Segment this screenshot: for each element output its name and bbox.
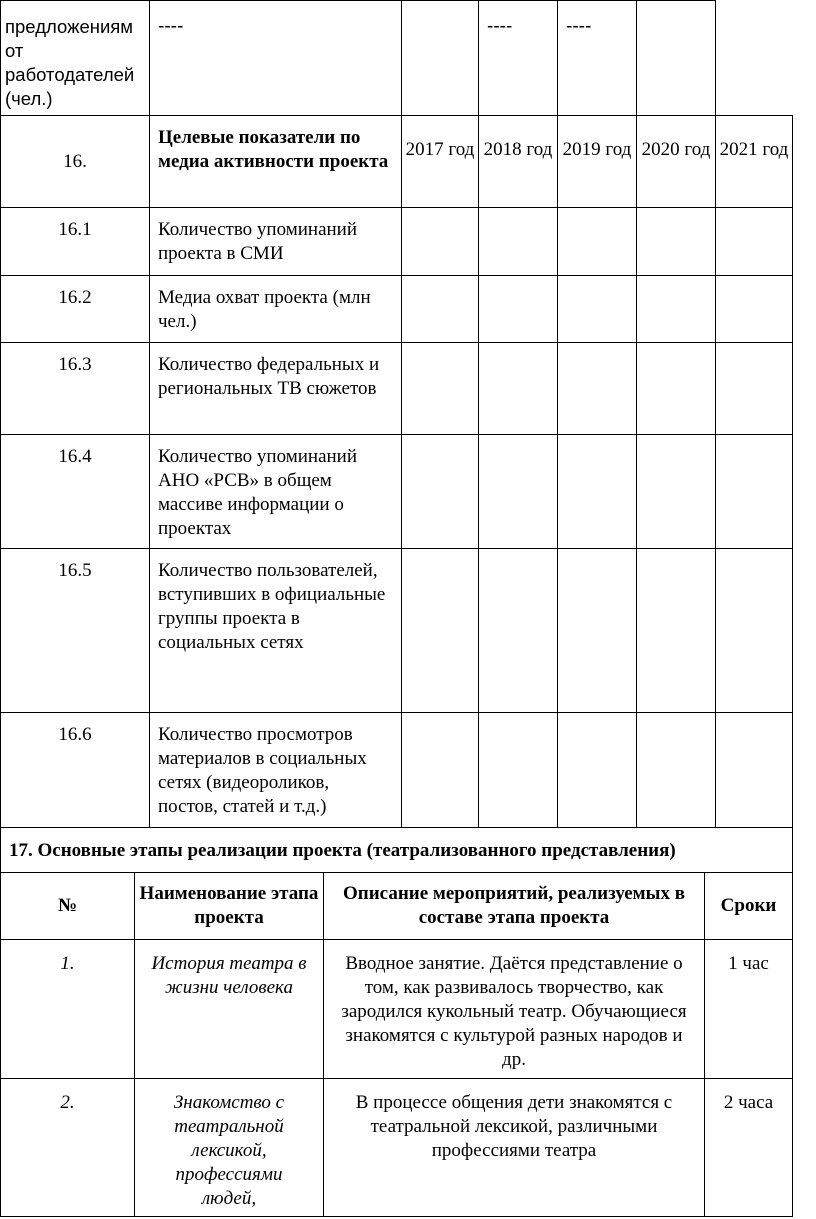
terms-header: Сроки <box>705 873 793 940</box>
header-row <box>1 873 793 940</box>
row-number: 16.3 <box>1 343 150 435</box>
number-header: № <box>1 873 135 940</box>
section-title: Целевые показатели по медиа активности проекта <box>150 116 402 208</box>
table-row <box>1 713 793 828</box>
year-header: 2019 год <box>558 116 637 208</box>
row-label: предложениям от работодателей (чел.) <box>1 1 150 116</box>
empty-cell <box>716 1 793 116</box>
row-label: Количество просмотров материалов в социальных сетях (видеороликов, постов, статей и т.д.) <box>150 713 402 828</box>
description-header: Описание мероприятий, реализуемых в составе этапа проекта <box>324 873 705 940</box>
row-number: 16.6 <box>1 713 150 828</box>
stage-terms: 1 час <box>705 940 793 1079</box>
table-row <box>1 940 793 1079</box>
value-cell <box>402 1 479 116</box>
value-cell: ---- <box>150 1 402 116</box>
table-row <box>1 549 793 713</box>
year-header: 2018 год <box>479 116 558 208</box>
row-number: 16.2 <box>1 276 150 343</box>
stage-description: В процессе общения дети знакомятся с театральной лексикой, различными профессиями театра <box>324 1079 705 1217</box>
stage-number: 2. <box>1 1079 135 1217</box>
table-row <box>1 276 793 343</box>
section-title: 17. Основные этапы реализации проекта (театрализованного представления) <box>1 828 793 873</box>
stage-number: 1. <box>1 940 135 1079</box>
value-cell <box>637 1 716 116</box>
table-row <box>1 1079 793 1217</box>
value-cell: ---- <box>558 1 637 116</box>
header-row <box>1 116 793 208</box>
row-number: 16.4 <box>1 435 150 549</box>
row-number: 16.1 <box>1 208 150 276</box>
row-label: Количество пользователей, вступивших в официальные группы проекта в социальных сетях <box>150 549 402 713</box>
stage-terms: 2 часа <box>705 1079 793 1217</box>
row-label: Количество упоминаний АНО «РСВ» в общем массиве информации о проектах <box>150 435 402 549</box>
section-title-row <box>1 828 793 873</box>
year-header: 2021 год <box>716 116 793 208</box>
section-number: 16. <box>1 116 150 208</box>
row-label: Медиа охват проекта (млн чел.) <box>150 276 402 343</box>
year-header: 2017 год <box>402 116 479 208</box>
row-label: Количество федеральных и региональных ТВ сюжетов <box>150 343 402 435</box>
table-row <box>1 208 793 276</box>
stage-name: Знакомство с театральной лексикой, профессиями людей, <box>135 1079 324 1217</box>
name-header: Наименование этапа проекта <box>135 873 324 940</box>
table-row <box>1 343 793 435</box>
row-number: 16.5 <box>1 549 150 713</box>
year-header: 2020 год <box>637 116 716 208</box>
row-label: Количество упоминаний проекта в СМИ <box>150 208 402 276</box>
continuation-row <box>1 1 793 116</box>
stage-name: История театра в жизни человека <box>135 940 324 1079</box>
project-stages-table <box>0 827 793 1217</box>
value-cell: ---- <box>479 1 558 116</box>
table-row <box>1 435 793 549</box>
stage-description: Вводное занятие. Даётся представление о том, как развивалось творчество, как зародился кукольный театр. Обучающиеся знакомятся с культурой разных народов и др. <box>324 940 705 1079</box>
